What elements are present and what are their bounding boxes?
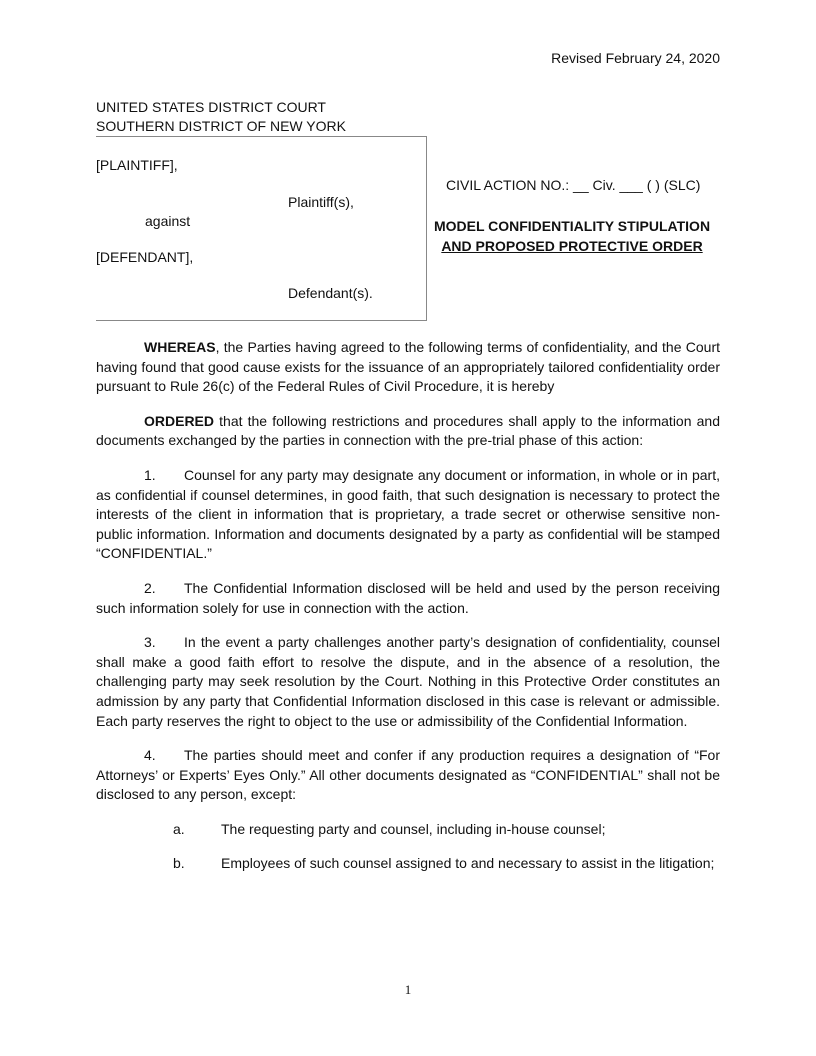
paragraph-text: Counsel for any party may designate any document or information, in whole or in part, as confidential if counsel determines, in good faith, that such designation is necessary to protect the interests of the client in information that is proprietary, a trade secret or otherwise sensitive non-public information. Information and documents designated by a party as confidential will be stamped “CONFIDENTIAL.”	[96, 466, 720, 562]
paragraph-text: The Confidential Information disclosed will be held and used by the person receiving such information solely for use in connection with the action.	[96, 579, 720, 616]
title-line-1: MODEL CONFIDENTIALITY STIPULATION	[433, 218, 711, 234]
page-number: 1	[404, 982, 412, 997]
court-name	[96, 98, 346, 136]
whereas-paragraph	[96, 338, 720, 397]
whereas-keyword: WHEREAS	[144, 339, 216, 355]
court-line-1: UNITED STATES DISTRICT COURT	[96, 99, 326, 115]
title-line-2: AND PROPOSED PROTECTIVE ORDER	[441, 238, 703, 254]
against-label: against	[145, 213, 191, 229]
whereas-text: , the Parties having agreed to the following terms of confidentiality, and the Court having found that good cause exists for the issuance of an appropriately tailored confidentiality order pursuant to Rule 26(c) of the Federal Rules of Civil Procedure, it is hereby	[96, 339, 720, 395]
plaintiff-role: Plaintiff(s),	[288, 194, 354, 210]
subitem-a	[96, 820, 720, 840]
paragraph-number: 4.	[144, 747, 156, 764]
civil-action-number: CIVIL ACTION NO.: __ Civ. ___ ( ) (SLC)	[446, 177, 701, 193]
subitem-text: Employees of such counsel assigned to and necessary to assist in the litigation;	[221, 855, 715, 872]
revised-date: Revised February 24, 2020	[551, 50, 720, 66]
ordered-paragraph	[96, 412, 720, 451]
subitem-label: a.	[173, 820, 185, 837]
subitem-text: The requesting party and counsel, including in-house counsel;	[221, 820, 606, 837]
subitem-b	[96, 854, 720, 874]
paragraph-number: 2.	[144, 579, 156, 596]
paragraph-text: The parties should meet and confer if any production requires a designation of “For Attorneys’ or Experts’ Eyes Only.” All other documents designated as “CONFIDENTIAL” shall not be disclosed to any person, except:	[96, 747, 720, 803]
document-body	[96, 338, 720, 889]
ordered-keyword: ORDERED	[144, 412, 215, 429]
defendant-role: Defendant(s).	[288, 285, 373, 301]
court-line-2: SOUTHERN DISTRICT OF NEW YORK	[96, 118, 346, 134]
plaintiff-name: [PLAINTIFF],	[96, 157, 178, 173]
paragraph-number: 1.	[144, 466, 156, 483]
paragraph-text: In the event a party challenges another party’s designation of confidentiality, counsel shall make a good faith effort to resolve the dispute, and in the absence of a resolution, the challenging party may seek resolution by the Court. Nothing in this Protective Order constitutes an admission by any party that Confidential Information disclosed in this case is relevant or admissible. Each party reserves the right to object to the use or admissibility of the Confidential Information.	[96, 634, 720, 729]
numbered-paragraph-1	[96, 466, 720, 564]
subitem-label: b.	[173, 855, 185, 872]
numbered-paragraph-2	[96, 579, 720, 618]
numbered-paragraph-4	[96, 746, 720, 805]
paragraph-number: 3.	[144, 634, 156, 651]
defendant-name: [DEFENDANT],	[96, 249, 194, 265]
ordered-text: that the following restrictions and procedures shall apply to the information and documents exchanged by the parties in connection with the pre-trial phase of this action:	[96, 412, 720, 449]
numbered-paragraph-3	[96, 633, 720, 731]
document-title	[432, 216, 712, 256]
